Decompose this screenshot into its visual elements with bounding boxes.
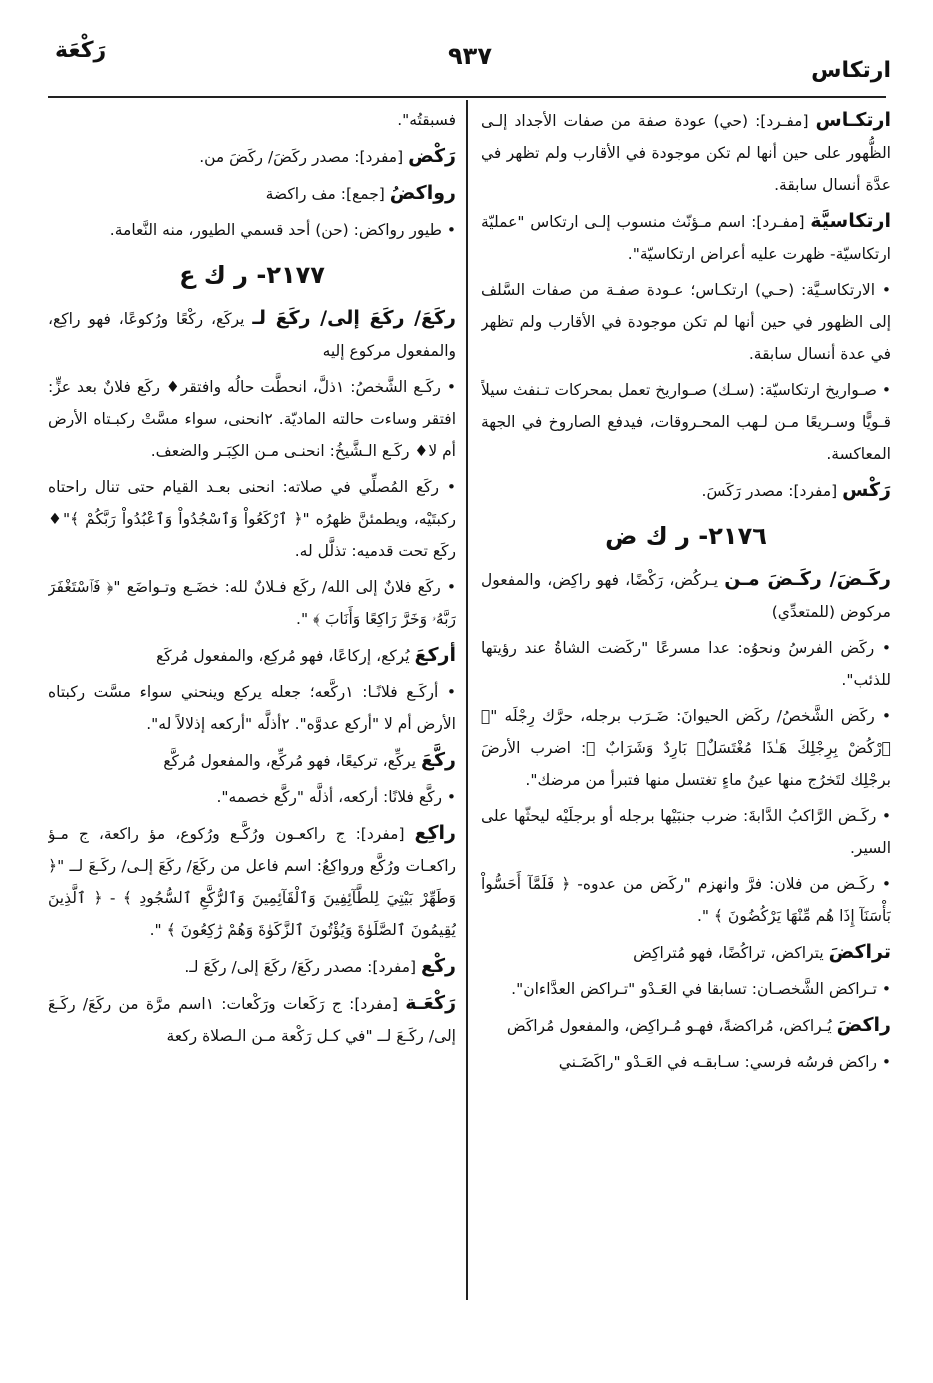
- dictionary-entry: [48, 987, 456, 1052]
- entry-definition: [مفرد]: مصدر ركَعَ/ ركَعَ إلى/ ركَعَ لـ.: [184, 958, 422, 976]
- dictionary-entry: [481, 474, 891, 507]
- left-column: [48, 104, 456, 1374]
- entry-definition: [مفرد]: ج رَكَعات ورَكْعات: ١اسم مرَّة من ركَعَ/ ركَـعَ إلى/ ركَـعَ لــ "في كـل رَكْعة مـن الـصلاة ركعة: [48, 995, 456, 1045]
- dictionary-entry: [48, 676, 456, 740]
- dictionary-entry: [481, 205, 891, 270]
- header-rule: [48, 96, 886, 98]
- entry-definition: • أركَـع فلانًـا: ١ركَّعه؛ جعله يركع وينحني سواء مسَّت ركبتاه الأرض أم لا "أركع عدوَّه". ٢أذلَّه "أركعه إذلالاً له".: [48, 683, 456, 733]
- headword: تراكضَ: [828, 941, 891, 963]
- entry-definition: [مفرد]: مصدر رَكَسَ.: [701, 482, 843, 500]
- headword: راكِع: [414, 822, 456, 844]
- entry-definition: • ركَّع فلانًا: أركعه، أذلَّه "ركَّع خصمه".: [216, 788, 456, 806]
- dictionary-entry: [48, 817, 456, 946]
- dictionary-entry: [48, 214, 456, 246]
- entry-definition: • الارتكاسـيَّة: (حـي) ارتكـاس؛ عـودة صفـة من صفات السَّلف إلى الظهور في حين أنها لم تكن موجودة في الأقارب ولم تظهر في عدة أنسال سابقة.: [481, 281, 891, 363]
- entry-definition: يتراكض، تراكُضًا، فهو مُتراكِض: [633, 944, 829, 962]
- dictionary-entry: [481, 868, 891, 932]
- dictionary-entry: [48, 302, 456, 367]
- entry-definition: [مفـرد]: اسم مـؤنّث منسوب إلـى ارتكاس "عمليّة ارتكاسيّة- ظهرت عليه أعراض ارتكاسيّة".: [481, 213, 891, 263]
- headword: رواكضُ: [389, 182, 456, 204]
- dictionary-entry: [48, 177, 456, 210]
- dictionary-entry: [481, 374, 891, 470]
- entry-definition: • راكض فرسُه فرسي: سـابقـه في العَـدْو "راكَضَـني: [558, 1053, 891, 1071]
- root-heading: ٢١٧٧- ر ك ع: [179, 261, 325, 289]
- dictionary-entry: [48, 371, 456, 467]
- entry-definition: [مفـرد]: (حي) عودة صفة من صفات الأجداد إلـى الظُّهور على حين أنها لم تكن موجودة في الأقارب ولم تظهر في عدَّة أنسال سابقة.: [481, 112, 891, 194]
- headword: ارتكاسيَّة: [810, 210, 891, 232]
- entry-definition: • ركَـض الرَّاكبُ الدَّابةَ: ضرب جنبَيْها برجله أو برجلَيْه ليحثّها على السير.: [481, 807, 891, 857]
- entry-definition: • ركَض الفرسُ ونحوُه: عدا مسرعًا "ركَضت الشاةُ عند رؤيتها للذئب".: [481, 639, 891, 689]
- right-column: [481, 104, 891, 1374]
- entry-definition: [مفرد]: ج راكعـون ورُكَّـع ورُكوع، مؤ راكعة، ج مـؤ راكعـات ورُكَّع ورواكِعُ: اسم فاعل من ركَعَ/ ركَعَ إلـى/ ركَـعَ لــ "﴿ وَطَهِّرْ بَيْتِيَ لِلطَّآئِفِينَ وَٱلْقَآئِمِينَ وَٱلرُّكَّعِ ٱلسُّجُودِ ﴾ - ﴿ ٱلَّذِينَ يُقِيمُونَ ٱلصَّلَوٰةَ وَيُؤْتُونَ ٱلزَّكَوٰةَ وَهُمْ رَٰكِعُونَ ﴾ ".: [48, 825, 456, 939]
- dictionary-entry: [481, 632, 891, 696]
- dictionary-entry: [481, 1009, 891, 1042]
- headword: رَكْض: [408, 145, 456, 167]
- dictionary-entry: [48, 781, 456, 813]
- entry-definition: [جمع]: مف راكضة: [265, 185, 390, 203]
- entry-definition: يركَع، ركْعًا ورُكوعًا، فهو راكِع، والمفعول مركوع إليه: [48, 310, 456, 360]
- entry-definition: يُركع، إركاعًا، فهو مُركِع، والمفعول مُركَع: [155, 647, 415, 665]
- headword: ركَعَ/ ركَعَ إلى/ ركَعَ لـ: [252, 307, 456, 329]
- headword: راكضَ: [836, 1014, 891, 1036]
- headword: ارتكـاس: [815, 109, 891, 131]
- entry-definition: • ركَـع الشَّخصُ: ١ذلَّ، انحطَّت حالُه وافتقر♦ ركَع فلانٌ بعد عزٍّ: افتقر وساءت حالته الماديّة. ٢انحنى، سواء مسَّتْ ركبـتاه الأرض أم لا♦ ركَـع الـشَّيخُ: انحنـى مـن الكِبَـر والضعف.: [48, 378, 456, 460]
- dictionary-entry: [48, 140, 456, 173]
- dictionary-entry: [481, 563, 891, 628]
- dictionary-entry: [48, 571, 456, 635]
- headword: ركَّعَ: [421, 749, 456, 771]
- dictionary-entry: [481, 274, 891, 370]
- dictionary-entry: [481, 700, 891, 796]
- headword: ركْع: [421, 955, 456, 977]
- entry-definition: • طيور رواكض: (حن) أحد قسمي الطيور، منه النَّعامة.: [109, 221, 456, 239]
- column-divider: [466, 100, 468, 1300]
- headword: أركعَ: [414, 644, 456, 666]
- entry-definition: • ركَض الشَّخصُ/ ركَض الحيوانَ: ضَـرَب برجله، حرَّك رِجْلَه "﴿ ٱرْكُضْ بِرِجْلِكَ هَـٰذَا مُغْتَسَلٌۢ بَارِدٌ وَشَرَابٌ ﴾: اضرب الأرضَ برجْلِك لتَخرُج منها عينُ ماءٍ تغتسل منها فتبرأ من مرضك".: [481, 707, 891, 789]
- dictionary-entry: [481, 1046, 891, 1078]
- dictionary-entry: [48, 104, 456, 136]
- entry-definition: [مفرد]: مصدر ركَضَ/ ركَضَ من.: [199, 148, 409, 166]
- headword: رَكْعَـة: [405, 992, 456, 1014]
- dictionary-entry: [48, 639, 456, 672]
- dictionary-entry: [481, 800, 891, 864]
- entry-definition: يُـراكض، مُراكضةً، فهـو مُـراكِض، والمفعول مُراكَض: [506, 1017, 837, 1035]
- dictionary-entry: [48, 744, 456, 777]
- entry-definition: • ركَع فلانٌ إلى الله/ ركَع فـلانٌ لله: خضَـع وتـواضَع "﴿ فَٱسْتَغْفَرَ رَبَّهُۥ وَخَرَّ رَاكِعًا وَأَنَابَ ﴾ ".: [48, 578, 456, 628]
- dictionary-entry: [481, 104, 891, 201]
- dictionary-entry: [481, 936, 891, 969]
- entry-definition: يركِّع، تركيعًا، فهو مُركِّع، والمفعول مُركَّع: [163, 752, 422, 770]
- page-number: ٩٣٧: [448, 42, 492, 70]
- entry-definition: • ركَـض من فلان: فرَّ وانهزم "ركَض من عدوه- ﴿ فَلَمَّآ أَحَسُّواْ بَأْسَنَآ إِذَا هُم مِّنْهَا يَرْكُضُونَ ﴾ ".: [481, 875, 891, 925]
- dictionary-entry: [48, 471, 456, 567]
- header-guide-word-right: ارتكاس: [811, 58, 891, 83]
- entry-definition: • صـواريخ ارتكاسيّة: (سـك) صـواريخ تعمل بمحركات تـنفث سيلاً قـويًّا وسـريعًا مـن لـهب المحـروقات، فيدفع الصاروخ في الجهة المعاكسة.: [481, 381, 891, 463]
- root-heading: ٢١٧٦- ر ك ض: [605, 522, 767, 550]
- headword: ركَـضَ/ ركَـضَ مـن: [724, 568, 891, 590]
- headword: رَكْس: [842, 479, 891, 501]
- entry-definition: فسبقتُه".: [397, 111, 456, 129]
- page-header: [0, 0, 933, 100]
- dictionary-entry: [481, 973, 891, 1005]
- dictionary-entry: [48, 950, 456, 983]
- entry-definition: يـركُض، رَكْضًا، فهو راكِض، والمفعول مركوض (للمتعدِّي): [481, 571, 891, 621]
- header-guide-word-left: رَكْعَة: [55, 38, 107, 63]
- entry-definition: • تـراكض الشَّخصـان: تسابقا في العَـدْو "تـراكض العدَّاءان".: [511, 980, 891, 998]
- entry-definition: • ركَع المُصلِّي في صلاته: انحنى بعـد القيام حتى تنال راحتاه ركبتَيْه، ويطمئنَّ ظهرُه "﴿ ٱرْكَعُواْ وَٱسْجُدُواْ وَٱعْبُدُواْ رَبَّكُمْ ﴾"♦ ركَع تحت قدميه: تذلَّل له.: [48, 478, 456, 560]
